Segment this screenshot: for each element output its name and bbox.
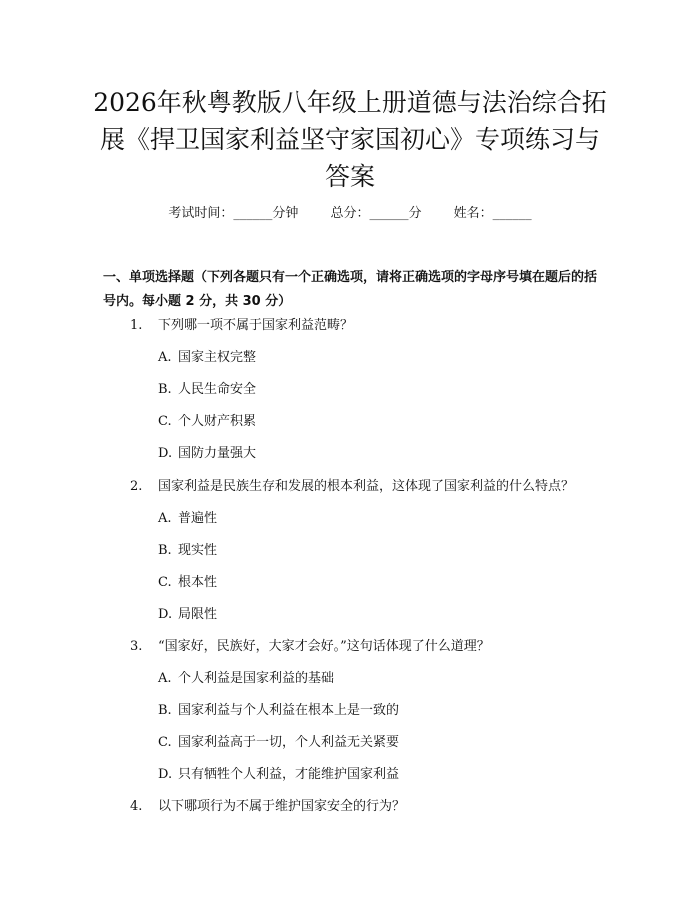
option-letter: D.	[158, 446, 173, 461]
question-3-option-c	[158, 733, 399, 753]
document-title: 2026年秋粤教版八年级上册道德与法治综合拓展《捍卫国家利益坚守家国初心》专项练习与答案	[93, 88, 607, 191]
question-2-option-b	[158, 541, 217, 561]
question-3	[130, 637, 490, 657]
option-letter: C.	[158, 575, 172, 590]
option-letter: A.	[158, 511, 172, 526]
option-text: 个人财产积累	[178, 414, 257, 429]
question-2-option-c	[158, 573, 217, 593]
option-letter: D.	[158, 767, 173, 782]
option-text: 国家利益与个人利益在根本上是一致的	[178, 703, 400, 718]
question-3-option-d	[158, 765, 399, 785]
option-text: 普遍性	[178, 511, 218, 526]
question-2	[130, 477, 574, 497]
exam-info	[0, 204, 700, 224]
question-1-option-a	[158, 348, 256, 368]
option-text: 国防力量强大	[178, 446, 257, 461]
option-text: 现实性	[178, 543, 218, 558]
exam-time: 考试时间：______分钟	[168, 206, 299, 221]
option-letter: A.	[158, 350, 172, 365]
question-1-option-b	[158, 380, 256, 400]
question-3-option-b	[158, 701, 399, 721]
question-text: 以下哪项行为不属于维护国家安全的行为？	[158, 799, 406, 814]
question-1-option-d	[158, 444, 256, 464]
question-number: 3.	[130, 639, 143, 654]
option-text: 根本性	[178, 575, 218, 590]
option-letter: D.	[158, 607, 173, 622]
section-title: 一、单项选择题（下列各题只有一个正确选项，请将正确选项的字母序号填在题后的括号内。每小题 2 分，共 30 分）	[103, 270, 598, 309]
student-name: 姓名：______	[453, 206, 532, 221]
option-text: 局限性	[178, 607, 218, 622]
question-2-option-a	[158, 509, 217, 529]
option-letter: A.	[158, 671, 172, 686]
option-text: 国家主权完整	[178, 350, 257, 365]
option-letter: C.	[158, 735, 172, 750]
option-text: 只有牺牲个人利益，才能维护国家利益	[178, 767, 400, 782]
option-letter: C.	[158, 414, 172, 429]
question-text: 国家利益是民族生存和发展的根本利益，这体现了国家利益的什么特点？	[158, 479, 575, 494]
question-1-option-c	[158, 412, 256, 432]
question-number: 4.	[130, 799, 143, 814]
option-letter: B.	[158, 703, 172, 718]
question-text: 下列哪一项不属于国家利益范畴？	[158, 318, 354, 333]
question-3-option-a	[158, 669, 334, 689]
total-score: 总分：______分	[330, 206, 422, 221]
question-text: “国家好，民族好，大家才会好。”这句话体现了什么道理？	[158, 639, 490, 654]
question-number: 2.	[130, 479, 143, 494]
question-number: 1.	[130, 318, 143, 333]
option-text: 个人利益是国家利益的基础	[178, 671, 335, 686]
option-letter: B.	[158, 543, 172, 558]
option-letter: B.	[158, 382, 172, 397]
question-1	[130, 316, 353, 336]
option-text: 国家利益高于一切，个人利益无关紧要	[178, 735, 400, 750]
question-2-option-d	[158, 605, 217, 625]
option-text: 人民生命安全	[178, 382, 257, 397]
question-4	[130, 797, 405, 817]
